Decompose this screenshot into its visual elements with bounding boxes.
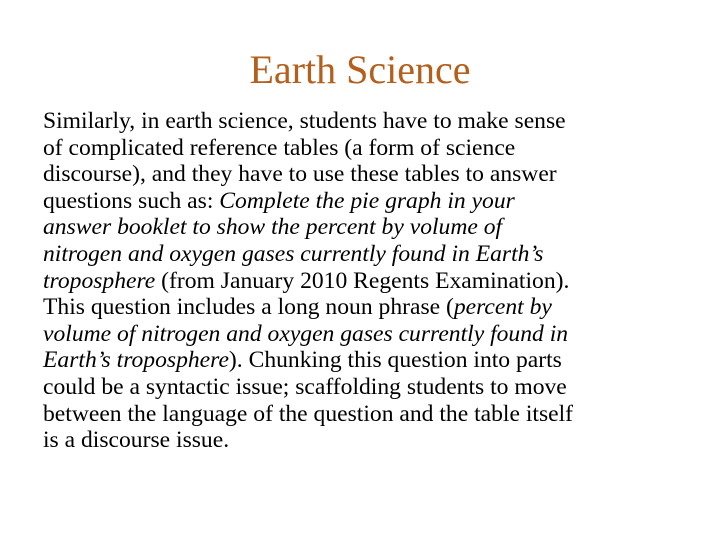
body-line-1: Similarly, in earth science, students have to make sense — [43, 108, 566, 134]
body-line-12: between the language of the question and the table itself — [43, 400, 574, 427]
body-line-5-italic: answer booklet to show the percent by volume of — [43, 214, 503, 241]
body-line-5 — [43, 214, 683, 241]
body-line-11: could be a syntactic issue; scaffolding students to move — [43, 373, 567, 400]
body-line-10 — [43, 347, 683, 374]
body-line-7-italic: troposphere — [43, 267, 156, 294]
body-line-6-italic: nitrogen and oxygen gases currently found in Earth’s — [43, 240, 544, 267]
body-line-8-italic: percent by — [453, 294, 552, 321]
body-line-8-normal: This question includes a long noun phrase ( — [43, 294, 454, 321]
body-line-4 — [43, 188, 683, 215]
slide-body — [43, 108, 683, 454]
body-line-7-normal: (from January 2010 Regents Examination). — [155, 267, 570, 294]
body-line-10-italic: Earth’s troposphere — [43, 347, 229, 374]
body-line-7 — [43, 268, 683, 295]
body-line-9 — [43, 321, 683, 348]
body-line-2: of complicated reference tables (a form of science — [43, 134, 516, 161]
slide-title: Earth Science — [249, 47, 471, 92]
body-line-8 — [43, 294, 683, 321]
body-line-9-italic: volume of nitrogen and oxygen gases currently found in — [43, 320, 569, 347]
body-line-4-italic: Complete the pie graph in your — [219, 187, 515, 214]
body-line-3: discourse), and they have to use these tables to answer — [43, 161, 557, 188]
body-line-4-normal: questions such as: — [43, 187, 220, 214]
body-line-13: is a discourse issue. — [43, 427, 230, 454]
body-line-10-normal: ). Chunking this question into parts — [228, 347, 562, 374]
body-line-6 — [43, 241, 683, 268]
